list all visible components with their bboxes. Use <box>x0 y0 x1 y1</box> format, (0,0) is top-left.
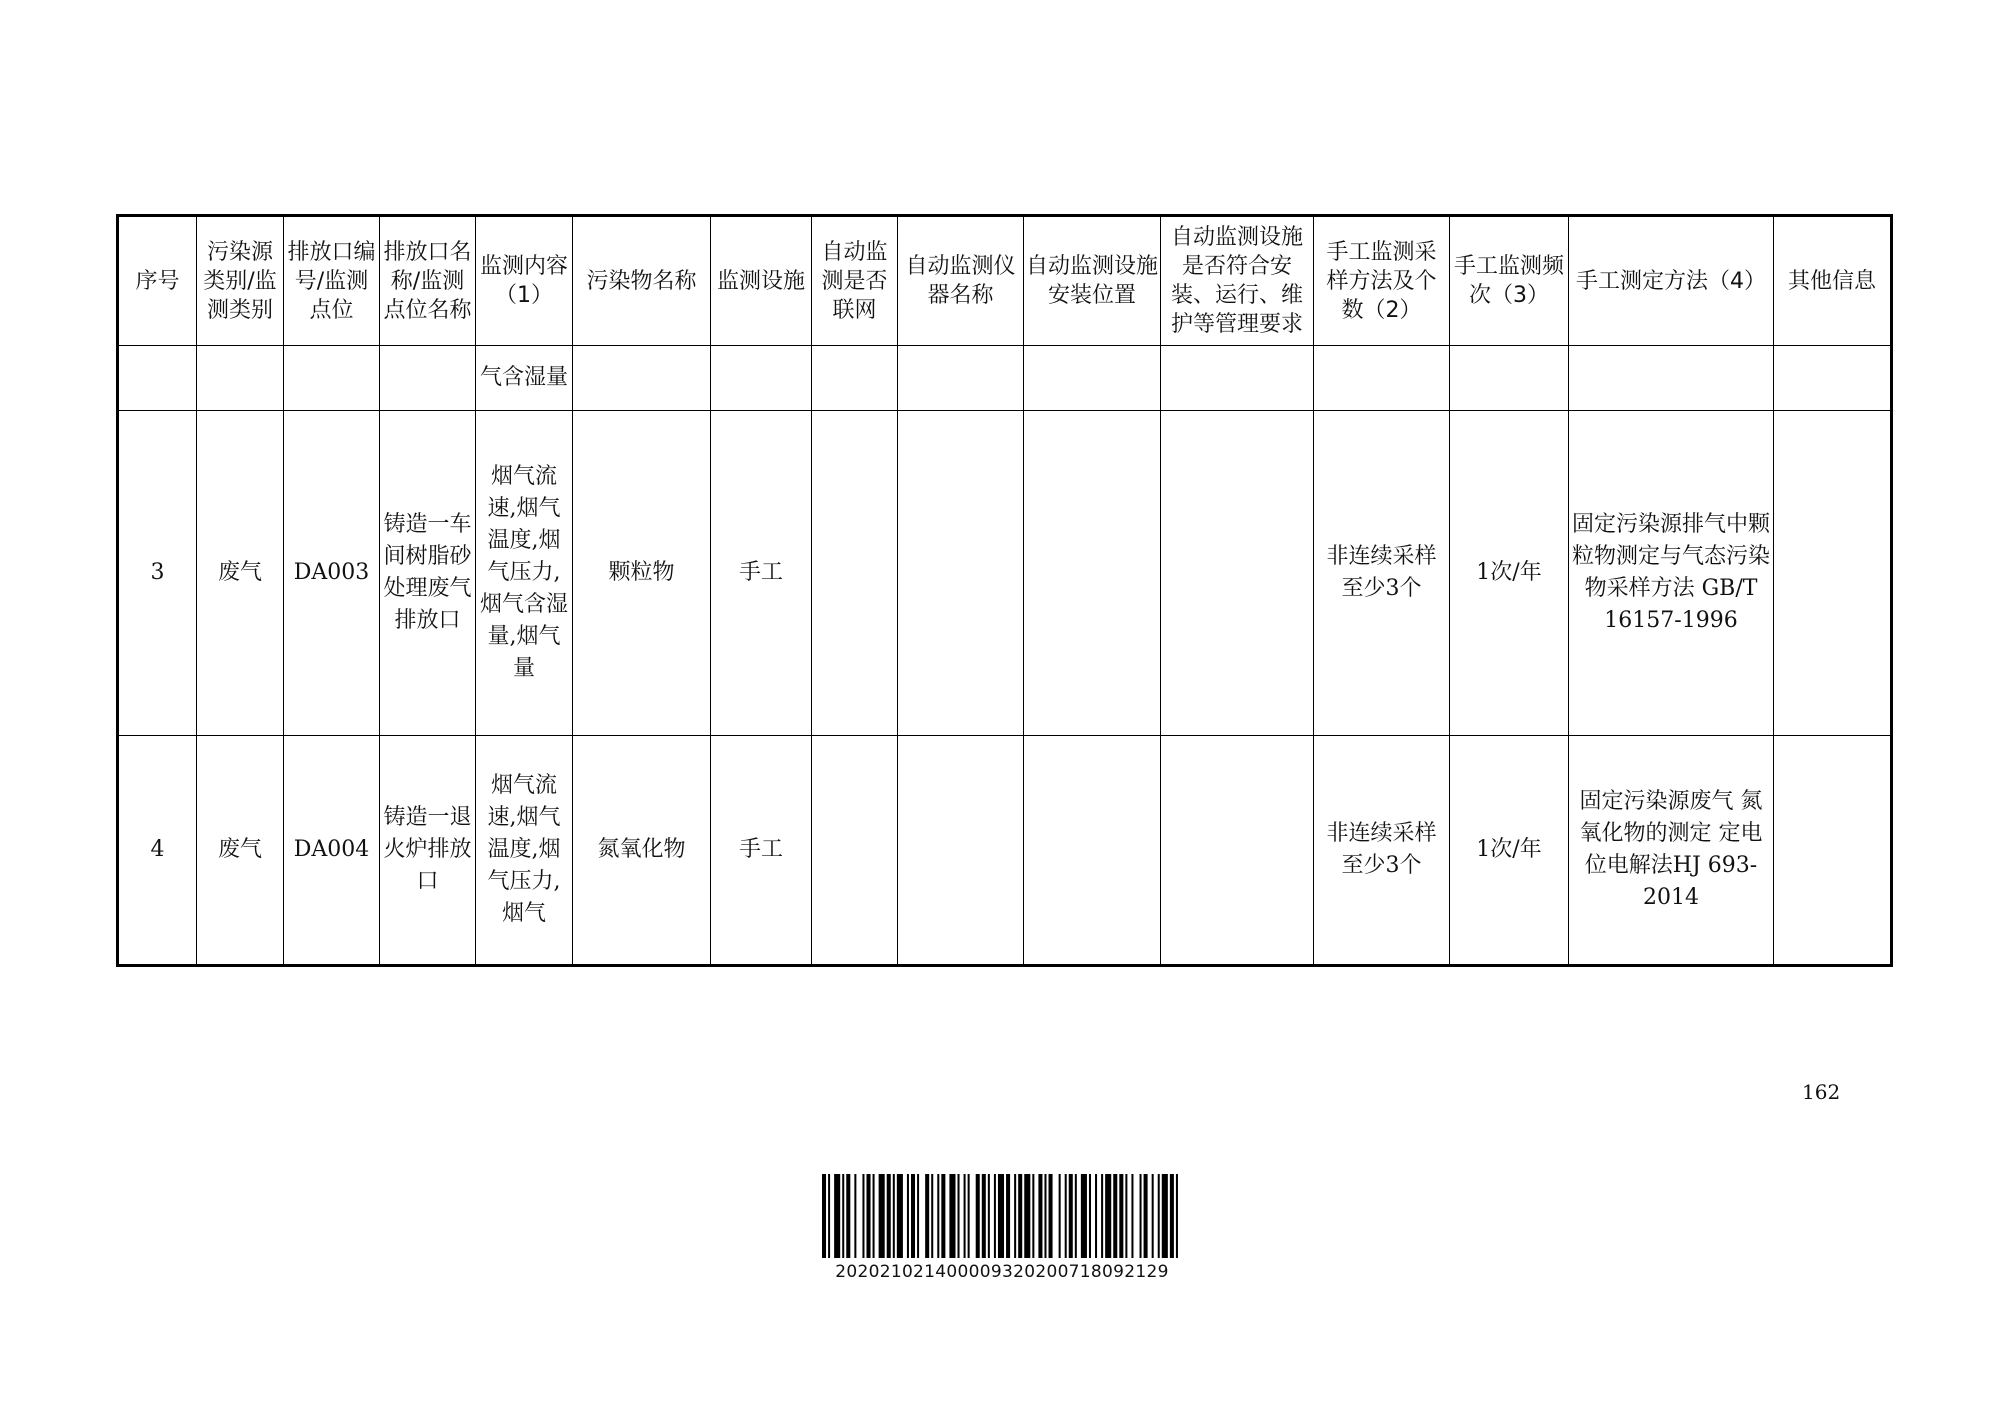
barcode-bar <box>1081 1174 1087 1258</box>
table-header-row <box>118 216 1892 346</box>
monitoring-content-cell: 气含湿量 <box>476 346 573 411</box>
serial-number-cell: 3 <box>118 411 197 736</box>
monitoring-table <box>116 214 1893 967</box>
barcode-bar <box>976 1174 980 1258</box>
table-cell <box>1450 346 1569 411</box>
barcode-bar <box>1170 1174 1174 1258</box>
table-row-continuation <box>118 346 1892 411</box>
serial-number-cell: 4 <box>118 736 197 966</box>
barcode-bar <box>1158 1174 1160 1258</box>
barcode-bar <box>1038 1174 1042 1258</box>
table-cell <box>1161 346 1314 411</box>
outlet-name-cell: 铸造一车间树脂砂处理废气排放口 <box>380 411 476 736</box>
barcode-bar <box>822 1174 826 1258</box>
header-cell: 污染物名称 <box>573 216 711 346</box>
barcode-bar <box>958 1174 960 1258</box>
category-cell: 废气 <box>197 736 284 966</box>
table-cell <box>711 346 812 411</box>
barcode-bar <box>842 1174 844 1258</box>
barcode-bar <box>828 1174 830 1258</box>
barcode-bar <box>994 1174 996 1258</box>
barcode-icon <box>822 1174 1182 1258</box>
barcode-bar <box>1162 1174 1168 1258</box>
header-cell: 其他信息 <box>1774 216 1892 346</box>
page-number: 162 <box>1802 1080 1841 1104</box>
barcode-bar <box>931 1174 933 1258</box>
barcode-bar <box>1113 1174 1117 1258</box>
barcode-bar <box>988 1174 990 1258</box>
other-info-cell <box>1774 736 1892 966</box>
header-cell: 序号 <box>118 216 197 346</box>
header-cell: 排放口编号/监测点位 <box>284 216 380 346</box>
barcode-bar <box>964 1174 966 1258</box>
barcode-bar <box>846 1174 850 1258</box>
auto-network-cell <box>812 736 898 966</box>
header-cell: 自动监测是否联网 <box>812 216 898 346</box>
table-cell <box>1024 346 1161 411</box>
barcode-bar <box>1075 1174 1077 1258</box>
header-cell: 排放口名称/监测点位名称 <box>380 216 476 346</box>
barcode-bar <box>1069 1174 1073 1258</box>
manual-method-cell: 非连续采样 至少3个 <box>1314 411 1450 736</box>
table-cell <box>1774 346 1892 411</box>
barcode-bar <box>1176 1174 1178 1258</box>
determination-method-cell: 固定污染源排气中颗粒物测定与气态污染物采样方法 GB/T 16157-1996 <box>1569 411 1774 736</box>
barcode-bar <box>1014 1174 1016 1258</box>
auto-compliance-cell <box>1161 736 1314 966</box>
header-cell: 监测设施 <box>711 216 812 346</box>
auto-instrument-cell <box>898 736 1024 966</box>
other-info-cell <box>1774 411 1892 736</box>
barcode-bar <box>907 1174 909 1258</box>
barcode-bar <box>917 1174 919 1258</box>
barcode-bar <box>862 1174 864 1258</box>
outlet-name-cell: 铸造一退火炉排放口 <box>380 736 476 966</box>
manual-method-cell: 非连续采样 至少3个 <box>1314 736 1450 966</box>
barcode-bar <box>1032 1174 1034 1258</box>
barcode-bar <box>887 1174 891 1258</box>
table-cell <box>1569 346 1774 411</box>
barcode-bar <box>854 1174 856 1258</box>
barcode-bar <box>1018 1174 1022 1258</box>
table-cell <box>284 346 380 411</box>
barcode-bar <box>1125 1174 1127 1258</box>
barcode-bar <box>1144 1174 1148 1258</box>
table-row <box>118 736 1892 966</box>
facility-cell: 手工 <box>711 736 812 966</box>
barcode-bar <box>1024 1174 1030 1258</box>
table-cell <box>380 346 476 411</box>
barcode-bar <box>1152 1174 1154 1258</box>
barcode-bar <box>1140 1174 1142 1258</box>
barcode-bar <box>866 1174 870 1258</box>
header-cell: 自动监测仪器名称 <box>898 216 1024 346</box>
barcode-bar <box>897 1174 903 1258</box>
header-cell: 自动监测设施安装位置 <box>1024 216 1161 346</box>
outlet-code-cell: DA003 <box>284 411 380 736</box>
pollutant-cell: 颗粒物 <box>573 411 711 736</box>
barcode-bar <box>1059 1174 1061 1258</box>
barcode-bar <box>941 1174 945 1258</box>
barcode-bar <box>1089 1174 1091 1258</box>
header-cell: 手工测定方法（4） <box>1569 216 1774 346</box>
monitoring-content-cell: 烟气流速,烟气温度,烟气压力,烟气含湿量,烟气量 <box>476 411 573 736</box>
auto-location-cell <box>1024 411 1161 736</box>
barcode-bar <box>893 1174 895 1258</box>
barcode-bar <box>968 1174 970 1258</box>
facility-cell: 手工 <box>711 411 812 736</box>
header-cell: 监测内容（1） <box>476 216 573 346</box>
barcode-bar <box>1006 1174 1010 1258</box>
barcode-bar <box>1049 1174 1053 1258</box>
category-cell: 废气 <box>197 411 284 736</box>
frequency-cell: 1次/年 <box>1450 736 1569 966</box>
barcode-bar <box>949 1174 955 1258</box>
table-row <box>118 411 1892 736</box>
table-cell <box>118 346 197 411</box>
barcode-bar <box>1065 1174 1067 1258</box>
header-cell: 手工监测频次（3） <box>1450 216 1569 346</box>
monitoring-content-cell: 烟气流速,烟气温度,烟气压力,烟气 <box>476 736 573 966</box>
pollutant-cell: 氮氧化物 <box>573 736 711 966</box>
header-cell: 污染源类别/监测类别 <box>197 216 284 346</box>
barcode-bar <box>998 1174 1004 1258</box>
barcode-bar <box>1105 1174 1111 1258</box>
barcode-bar <box>1101 1174 1103 1258</box>
header-cell: 自动监测设施是否符合安装、运行、维护等管理要求 <box>1161 216 1314 346</box>
barcode-bar <box>982 1174 986 1258</box>
barcode-bar <box>911 1174 915 1258</box>
barcode-bar <box>879 1174 885 1258</box>
outlet-code-cell: DA004 <box>284 736 380 966</box>
auto-instrument-cell <box>898 411 1024 736</box>
table-cell <box>197 346 284 411</box>
table-cell <box>1314 346 1450 411</box>
barcode-bar <box>925 1174 929 1258</box>
barcode-bar <box>1095 1174 1097 1258</box>
frequency-cell: 1次/年 <box>1450 411 1569 736</box>
barcode-bar <box>834 1174 840 1258</box>
barcode-bar <box>1044 1174 1046 1258</box>
determination-method-cell: 固定污染源废气 氮氧化物的测定 定电位电解法HJ 693-2014 <box>1569 736 1774 966</box>
table-cell <box>812 346 898 411</box>
auto-compliance-cell <box>1161 411 1314 736</box>
barcode-bar <box>1119 1174 1123 1258</box>
barcode-number: 20202102140000932020071809212​9 <box>835 1262 1169 1282</box>
auto-location-cell <box>1024 736 1161 966</box>
barcode-bar <box>873 1174 875 1258</box>
table-cell <box>573 346 711 411</box>
barcode-bar <box>1131 1174 1133 1258</box>
header-cell: 手工监测采样方法及个数（2） <box>1314 216 1450 346</box>
auto-network-cell <box>812 411 898 736</box>
barcode-bar <box>937 1174 939 1258</box>
table-cell <box>898 346 1024 411</box>
